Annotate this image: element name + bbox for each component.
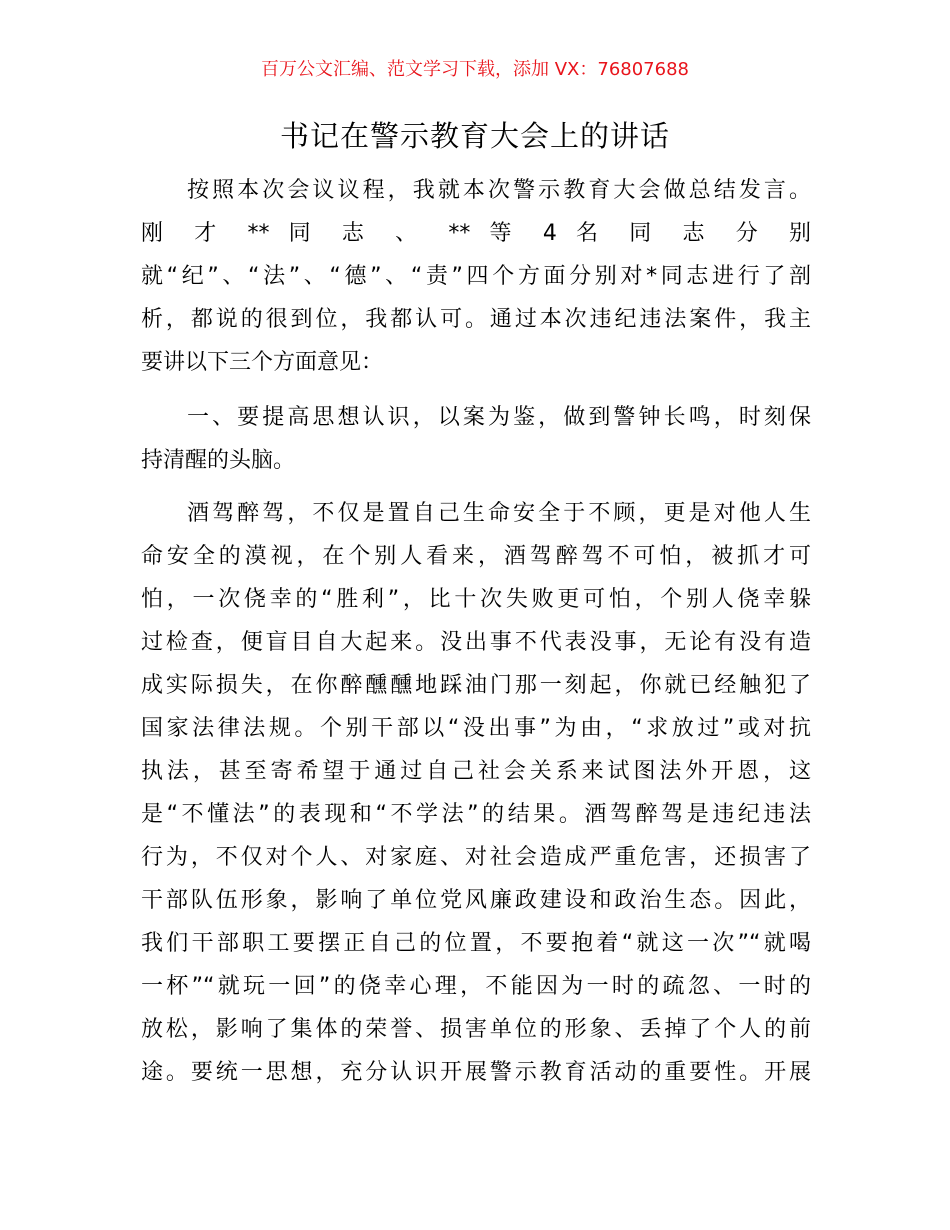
text-line: 命安全的漠视，在个别人看来，酒驾醉驾不可怕，被抓才可 (141, 544, 811, 569)
paragraph-intro (141, 169, 811, 384)
text-line: 要讲以下三个方面意见： (141, 350, 384, 375)
text-line: 执法，甚至寄希望于通过自己社会关系来试图法外开恩，这 (141, 759, 811, 784)
text-line: 刚 才 ** 同 志 、 ** 等 4 名 同 志 分 别 (141, 221, 811, 246)
text-line: 过检查，便盲目自大起来。没出事不代表没事，无论有没有造 (141, 630, 811, 655)
text-line: 国家法律法规。个别干部以“没出事”为由，“求放过”或对抗 (141, 716, 811, 741)
text-line: 途。要统一思想，充分认识开展警示教育活动的重要性。开展 (141, 1060, 811, 1085)
text-line: 是“不懂法”的表现和“不学法”的结果。酒驾醉驾是违纪违法 (141, 802, 811, 827)
text-line: 一杯”“就玩一回”的侥幸心理，不能因为一时的疏忽、一时的 (141, 974, 811, 999)
text-line: 行为，不仅对个人、对家庭、对社会造成严重危害，还损害了 (141, 845, 811, 870)
document-title: 书记在警示教育大会上的讲话 (279, 119, 670, 153)
paragraph-section-heading (141, 396, 811, 482)
text-line: 成实际损失，在你醉醺醺地踩油门那一刻起，你就已经触犯了 (141, 673, 811, 698)
text-line: 怕，一次侥幸的“胜利”，比十次失败更可怕，个别人侥幸躲 (141, 587, 811, 612)
text-line: 持清醒的头脑。 (141, 448, 296, 473)
header-banner: 百万公文汇编、范文学习下载，添加 VX：76807688 (261, 59, 689, 80)
text-line: 就“纪”、“法”、“德”、“责”四个方面分别对*同志进行了剖 (141, 264, 811, 289)
text-line: 按照本次会议议程，我就本次警示教育大会做总结发言。 (187, 178, 811, 203)
paragraph-drunk-driving (141, 492, 811, 1094)
text-line: 我们干部职工要摆正自己的位置，不要抱着“就这一次”“就喝 (141, 931, 811, 956)
text-line: 放松，影响了集体的荣誉、损害单位的形象、丢掉了个人的前 (141, 1017, 811, 1042)
text-line: 一、要提高思想认识，以案为鉴，做到警钟长鸣，时刻保 (187, 405, 811, 430)
text-line: 干部队伍形象，影响了单位党风廉政建设和政治生态。因此， (141, 888, 811, 913)
text-line: 酒驾醉驾，不仅是置自己生命安全于不顾，更是对他人生 (187, 501, 811, 526)
text-line: 析，都说的很到位，我都认可。通过本次违纪违法案件，我主 (141, 307, 811, 332)
